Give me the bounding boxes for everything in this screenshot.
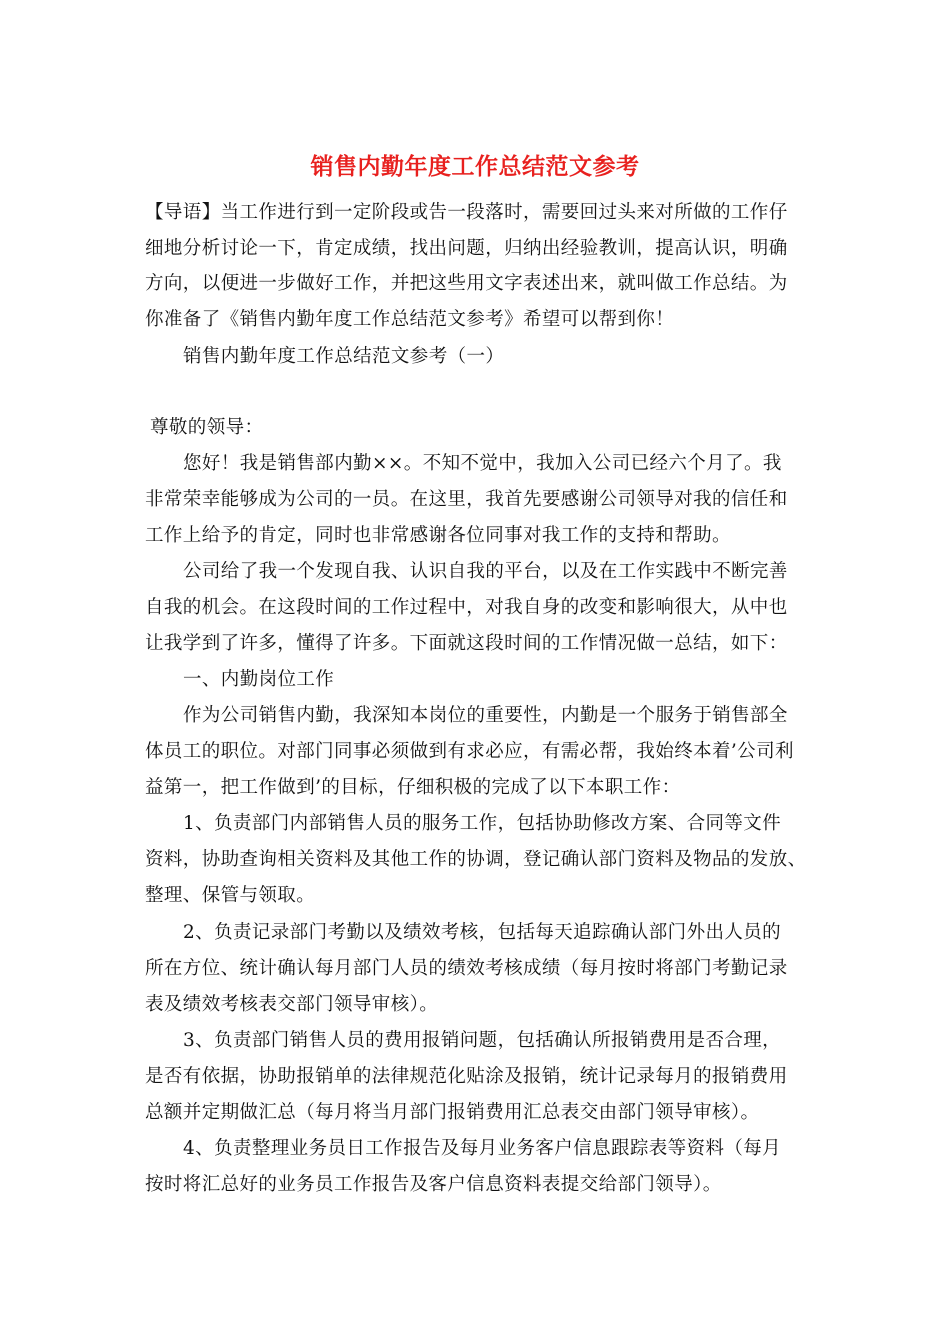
paragraph-1-line-1: 您好！我是销售部内勤××。不知不觉中，我加入公司已经六个月了。我 xyxy=(183,453,782,474)
section-heading: 销售内勤年度工作总结范文参考（一） xyxy=(183,346,505,367)
item-2-line-2: 所在方位、统计确认每月部门人员的绩效考核成绩（每月按时将部门考勤记录 xyxy=(145,958,788,979)
item-3-line-3: 总额并定期做汇总（每月将当月部门报销费用汇总表交由部门领导审核）。 xyxy=(145,1102,760,1123)
item-1-line-1: 1、负责部门内部销售人员的服务工作，包括协助修改方案、合同等文件 xyxy=(183,813,782,834)
item-2-line-3: 表及绩效考核表交部门领导审核）。 xyxy=(145,994,439,1015)
item-1-line-2: 资料，协助查询相关资料及其他工作的协调，登记确认部门资料及物品的发放、 xyxy=(145,849,807,870)
paragraph-2-line-2: 自我的机会。在这段时间的工作过程中，对我自身的改变和影响很大，从中也 xyxy=(145,597,788,618)
intro-line-1: 【导语】当工作进行到一定阶段或告一段落时，需要回过头来对所做的工作仔 xyxy=(145,202,788,223)
item-3-line-2: 是否有依据，协助报销单的法律规范化贴涂及报销，统计记录每月的报销费用 xyxy=(145,1066,788,1087)
intro-line-2: 细地分析讨论一下，肯定成绩，找出问题，归纳出经验教训，提高认识，明确 xyxy=(145,238,788,259)
item-1-line-3: 整理、保管与领取。 xyxy=(145,885,316,906)
paragraph-2-line-3: 让我学到了许多，懂得了许多。下面就这段时间的工作情况做一总结，如下： xyxy=(145,633,788,654)
item-3-line-1: 3、负责部门销售人员的费用报销问题，包括确认所报销费用是否合理， xyxy=(183,1030,782,1051)
item-4-line-1: 4、负责整理业务员日工作报告及每月业务客户信息跟踪表等资料（每月 xyxy=(183,1138,782,1159)
paragraph-2-line-1: 公司给了我一个发现自我、认识自我的平台，以及在工作实践中不断完善 xyxy=(183,561,788,582)
paragraph-1-line-2: 非常荣幸能够成为公司的一员。在这里，我首先要感谢公司领导对我的信任和 xyxy=(145,489,788,510)
intro-line-3: 方向，以便进一步做好工作，并把这些用文字表述出来，就叫做工作总结。为 xyxy=(145,273,788,294)
document-title: 销售内勤年度工作总结范文参考 xyxy=(310,153,640,180)
paragraph-1-line-3: 工作上给予的肯定，同时也非常感谢各位同事对我工作的支持和帮助。 xyxy=(145,525,731,546)
paragraph-3-line-1: 作为公司销售内勤，我深知本岗位的重要性，内勤是一个服务于销售部全 xyxy=(183,705,788,726)
paragraph-3-line-3: 益第一，把工作做到’的目标，仔细积极的完成了以下本职工作： xyxy=(145,777,681,798)
subheading-1: 一、内勤岗位工作 xyxy=(183,669,335,690)
intro-line-4: 你准备了《销售内勤年度工作总结范文参考》希望可以帮到你！ xyxy=(145,309,675,330)
paragraph-3-line-2: 体员工的职位。对部门同事必须做到有求必应，有需必帮，我始终本着’公司利 xyxy=(145,741,794,762)
salutation: 尊敬的领导： xyxy=(150,417,264,438)
item-4-line-2: 按时将汇总好的业务员工作报告及客户信息资料表提交给部门领导）。 xyxy=(145,1174,722,1195)
item-2-line-1: 2、负责记录部门考勤以及绩效考核，包括每天追踪确认部门外出人员的 xyxy=(183,922,782,943)
